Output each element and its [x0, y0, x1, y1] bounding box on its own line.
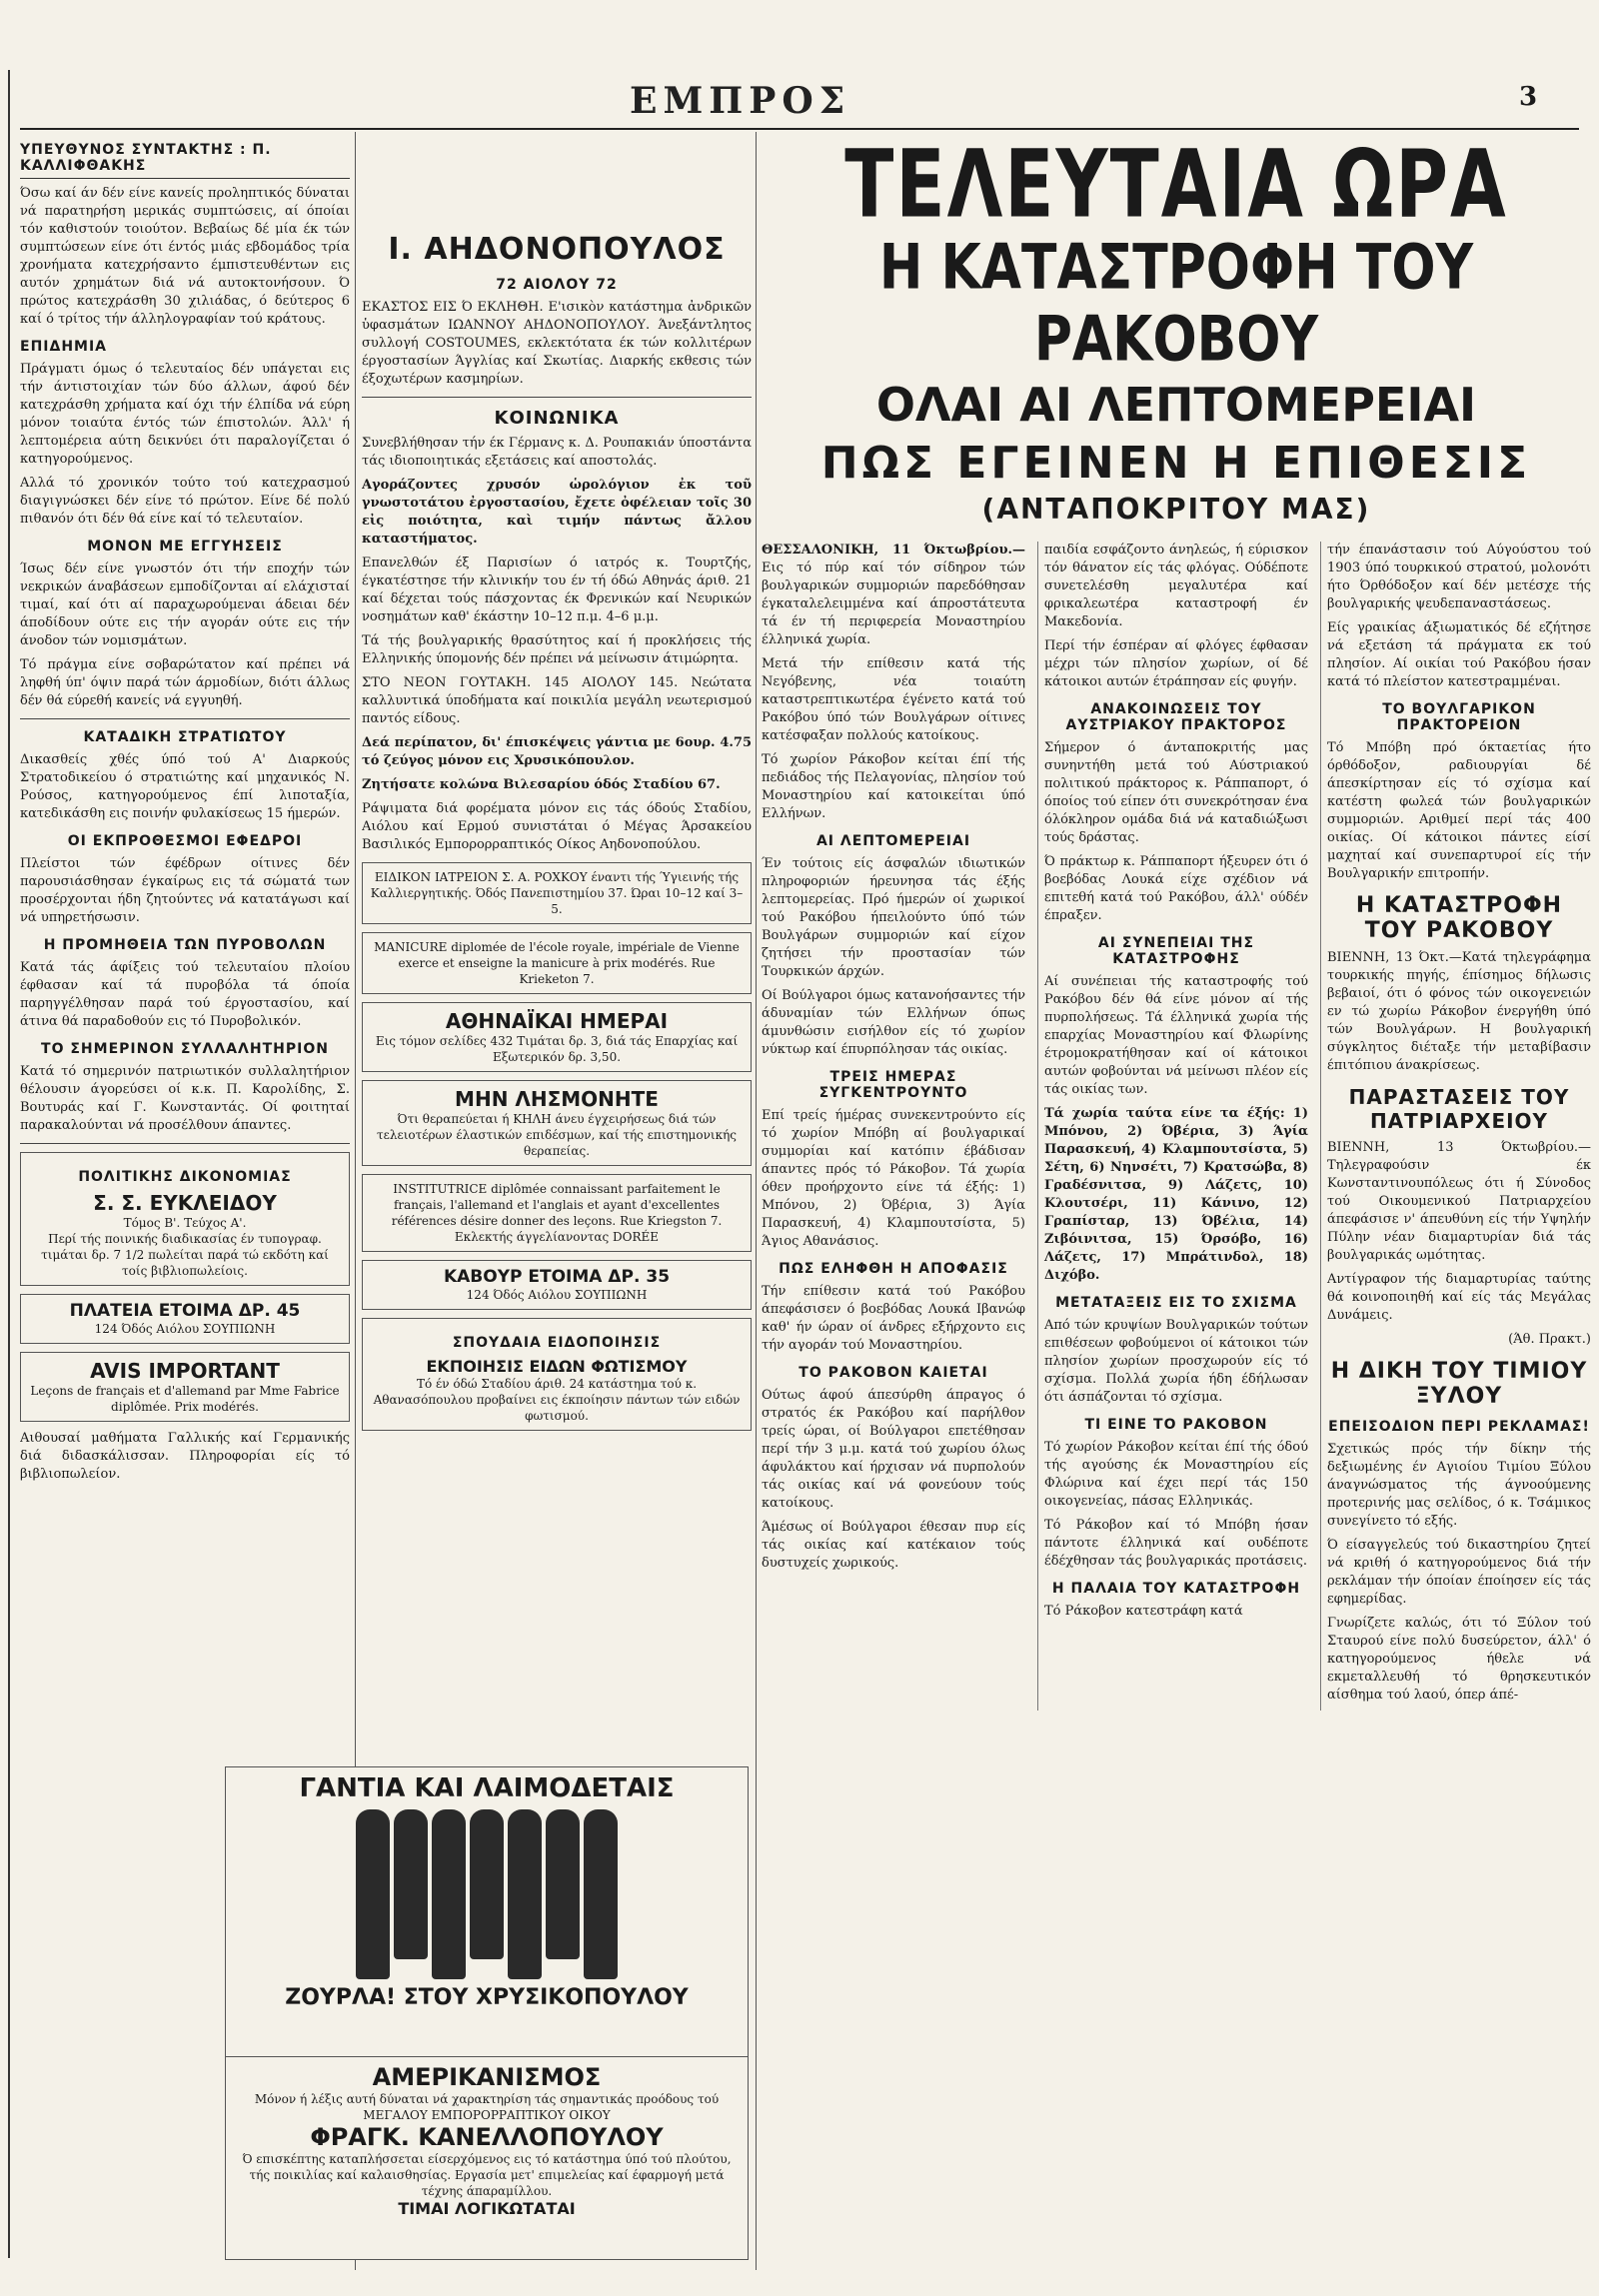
ad-text: Ότι θεραπεύεται ή ΚΗΛΗ άνευ έγχειρήσεως διά τών τελειοτέρων έλαστικών επιδέσμων, καί τής επιστημονικής θεραπείας.	[377, 1112, 737, 1158]
ad-text: Εις τόμον σελίδες 432 Τιμάται δρ. 3, διά τάς Επαρχίας καί Εξωτερικόν δρ. 3,50.	[375, 1034, 739, 1064]
paragraph: Τά τής βουλγαρικής θρασύτητος καί ή προκλήσεις τής Ελληνικής ύπομονής δέν πρέπει νά μείνωσιν άτιμώρητα.	[362, 633, 752, 666]
page-number: 3	[1519, 82, 1538, 112]
advertisement	[362, 1002, 752, 1072]
paragraph: Ζητήσατε κολώνα Βιλεσαρίου όδός Σταδίου 67.	[362, 777, 721, 792]
section-heading: ΤΟ ΡΑΚΟΒΟΝ ΚΑΙΕΤΑΙ	[799, 1365, 988, 1381]
gloves-illustration	[232, 1809, 742, 1979]
advertisement	[362, 1318, 752, 1431]
ad-footer: ΤΙΜΑΙ ΛΟΓΙΚΩΤΑΤΑΙ	[398, 2199, 576, 2218]
paragraph: ΒΙΕΝΝΗ, 13 Όκτ.—Κατά τηλεγράφημα τουρκικής πηγής, έπίσημος δήλωσις βεβαιοί, ότι ό φόνος τών οικογενειών εν τώ χωρίω Ράκοβον ένεργήθη ύπό τών Βουλγάρων. Η βουλγαρική σύγκλητος διέταξε τήν μεταβίβασιν έπιτόπιου άνακρίσεως.	[1327, 950, 1591, 1073]
paragraph: Ούτως άφού άπεσύρθη άπραγος ό στρατός έκ Ρακόβου καί παρήλθον τρείς ώραι, οί Βούλγαροι επετέθησαν περί τήν 3 μ.μ. κατά τού χωρίου όλως άφυλάκτου καί ήρχισαν νά πυρπολούν τάς οικίας καί νά φονεύουν τούς κατοίκους.	[762, 1388, 1025, 1511]
column-divider	[756, 132, 757, 2270]
paragraph: Τό χωρίον Ράκοβον κείται έπί τής όδού τής αγούσης έκ Μοναστηρίου είς Φλώρινα καί έχει περί τάς 150 οικογενείας, πάσας Ελληνικάς.	[1044, 1440, 1308, 1509]
section-heading: ΤΙ ΕΙΝΕ ΤΟ ΡΑΚΟΒΟΝ	[1084, 1417, 1268, 1433]
section-heading: ΜΕΤΑΤΑΞΕΙΣ ΕΙΣ ΤΟ ΣΧΙΣΜΑ	[1055, 1295, 1297, 1311]
headline-2: Η ΚΑΤΑΣΤΡΟΦΗ ΤΟΥ ΡΑΚΟΒΟΥ	[878, 232, 1474, 376]
advertisement	[20, 1352, 350, 1422]
paragraph: Πράγματι όμως ό τελευταίος δέν υπάγεται εις τήν άντιστοιχίαν τών δύο άλλων, άφού δέν κατεχράσθη χρήματα καί όχι τήν έλπίδα νά εύρη μόνον τοιαύτα έντός τών έπιστολών. Άλλ' ή λεπτομέρεια αύτη δεικνύει ότι παραλογίζεται ό κατηγορούμενος.	[20, 362, 350, 467]
article-columns	[762, 542, 1591, 1711]
paragraph: Αντίγραφον τής διαμαρτυρίας ταύτης θά κοινοποιηθή καί είς τάς Μεγάλας Δυνάμεις.	[1327, 1272, 1591, 1323]
ad-heading: ΠΛΑΤΕΙΑ ΕΤΟΙΜΑ ΔΡ. 45	[69, 1301, 301, 1321]
ad-name: Ι. ΑΗΔΟΝΟΠΟΥΛΟΣ	[388, 232, 726, 267]
ad-heading: ΑΜΕΡΙΚΑΝΙΣΜΟΣ	[372, 2063, 602, 2091]
advertisement	[362, 862, 752, 924]
byline: ΥΠΕΥΘΥΝΟΣ ΣΥΝΤΑΚΤΗΣ : Π. ΚΑΛΛΙΦΘΑΚΗΣ	[20, 142, 350, 179]
paragraph: Από τών κρυψίων Βουλγαρικών τούτων επιθέσεων φοβούμενοι οί κάτοικοι τών πλησίον χωρίων προσχωρούν είς τό σχίσμα. Πολλά χωρία ήδη έδήλωσαν ότι άσπάζονται τό σχίσμα.	[1044, 1318, 1308, 1405]
article-column	[762, 542, 1025, 1711]
paragraph: Τό Ράκοβον καί τό Μπόβη ήσαν πάντοτε έλληνικά καί ουδέποτε έδέχθησαν τάς βουλγαρικάς προτάσεις.	[1044, 1518, 1308, 1569]
ad-subheading: ΖΟΥΡΛΑ! ΣΤΟΥ ΧΡΥΣΙΚΟΠΟΥΛΟΥ	[285, 1985, 689, 2010]
paragraph: Γνωρίζετε καλώς, ότι τό Ξύλον τού Σταυρού είνε πολύ δυσεύρετον, άλλ' ό κατηγορούμενος ήθελε νά εκμεταλλευθή τό θρησκευτικόν αίσθημα τού λαού, όπερ άπέ-	[1327, 1616, 1591, 1703]
paragraph: Πλείστοι τών έφέδρων οίτινες δέν παρουσιάσθησαν έγκαίρως εις τά σώματά των προσέρχονται ήδη ζητούντες νά κατατάγωσι καί νά υπηρετήσωσιν.	[20, 856, 350, 925]
section-heading: ΠΩΣ ΕΛΗΦΘΗ Η ΑΠΟΦΑΣΙΣ	[779, 1261, 1008, 1277]
paragraph: Δεά περίπατον, δι' έπισκέψεις γάντια με 6ουρ. 4.75 τό ζεύγος μόνον εις Χρυσικόπουλον.	[362, 735, 752, 768]
ad-heading: ΑΘΗΝΑΪΚΑΙ ΗΜΕΡΑΙ	[445, 1009, 669, 1033]
glove-icon	[508, 1809, 542, 1979]
ad-address: 124 Όδός Αιόλου ΣΟΥΠΙΩΝΗ	[466, 1288, 648, 1302]
section-heading: Η ΠΡΟΜΗΘΕΙΑ ΤΩΝ ΠΥΡΟΒΟΛΩΝ	[43, 937, 327, 953]
section-heading: Η ΚΑΤΑΣΤΡΟΦΗ ΤΟΥ ΡΑΚΟΒΟΥ	[1355, 893, 1563, 943]
advertisement	[20, 1152, 350, 1286]
glove-icon	[356, 1809, 390, 1979]
paragraph: Αγοράζοντες χρυσόν ὡρολόγιον ἐκ τοῦ γνωστοτάτου ἐργοστασίου, ἔχετε ὀφέλειαν τοῖς 30 εἰς ποιότητα, καὶ τιμήν πάντως ἄλλου καταστήματος.	[362, 478, 752, 547]
section-heading: Η ΠΑΛΑΙΑ ΤΟΥ ΚΑΤΑΣΤΡΟΦΗ	[1051, 1581, 1301, 1597]
glove-icon	[394, 1809, 428, 1959]
paragraph: Τό Μπόβη πρό όκταετίας ήτο όρθόδοξον, ραδιουργίαι δέ άπεσκίρτησαν είς τό σχίσμα καί κατέστη φωλεά τών βουλγαρικών συμμοριών. Αριθμεί περί τάς 400 οικίας. Οί κάτοικοι πάντες είσί μαχηταί καί συνεπαρτυροί είς τήν Βουλγαρικήν επιτροπήν.	[1327, 740, 1591, 881]
headline-3: ΟΛΑΙ ΑΙ ΛΕΠΤΟΜΕΡΕΙΑΙ	[875, 378, 1477, 432]
section-label: ΕΠΙΔΗΜΙΑ	[20, 339, 108, 355]
paragraph: Κατά τό σημερινόν πατριωτικόν συλλαλητήριον θέλουσιν άγορεύσει οί κ.κ. Π. Καρολίδης, Σ. Βουτυράς καί Γ. Κωνσταντάς. Οί φοιτηταί παρακαλούνται νά προσέλθουν άπαντες.	[20, 1064, 350, 1133]
ad-address: 72 ΑΙΟΛΟΥ 72	[496, 277, 618, 293]
paragraph: Όσω καί άν δέν είνε κανείς προληπτικός δύναται νά παρατηρήση μερικάς συμπτώσεις, αί όποίαι τόν καθιστούν τοιούτον. Βεβαίως δέ μία έκ τών συμπτώσεων είνε ότι έντός μιάς εβδομάδος τρία χρονήματα κατεχρήσαντο έμπιστευθέντων εις αυτόν χρημάτων διά νά αυτοκτονήσουν. Ό πρώτος κατεχράσθη 30 χιλιάδας, ό δεύτερος 6 καί ό τρίτος τήν άλληλογραφίαν τού κράτους.	[20, 186, 350, 327]
paragraph: Αλλά τό χρονικόν τούτο τού κατεχρασμού διαγιγνώσκει δέν είνε τό πρώτον. Είνε δέ πολύ πιθανόν ότι δέν θά είνε καί τό τελευταίον.	[20, 476, 350, 527]
ad-text: MANICURE diplomée de l'école royale, impériale de Vienne exerce et enseigne la manicure à prix modérés. Rue Krieketon 7.	[374, 940, 740, 986]
masthead: ΕΜΠΡΟΣ	[630, 80, 851, 122]
section-heading: ΑΝΑΚΟΙΝΩΣΕΙΣ ΤΟΥ ΑΥΣΤΡΙΑΚΟΥ ΠΡΑΚΤΟΡΟΣ	[1065, 701, 1287, 733]
section-heading: ΠΑΡΑΣΤΑΣΕΙΣ ΤΟΥ ΠΑΤΡΙΑΡΧΕΙΟΥ	[1348, 1085, 1570, 1133]
advertisement	[362, 1080, 752, 1166]
ad-text: ΕΚΑΣΤΟΣ ΕΙΣ Ό ΕΚΛΗΘΗ. Ε'ισικὸν κατάστημα ἀνδρικῶν ὑφασμάτων ΙΩΑΝΝΟΥ ΑΗΔΟΝΟΠΟΥΛΟΥ. Άνεξάντλητος συλλογή COSTOUMES, εκλεκτότατα έκ τών κολλιτέρων έργοστασίων Άγγλίας καί Σκωτίας. Διαρκής εκθεσις τών έξοχωτέρων κασμηρίων.	[362, 300, 752, 387]
ad-text: Leçons de français et d'allemand par Mme Fabrice diplômée. Prix modérés.	[30, 1384, 340, 1414]
tailor-advertisement	[225, 2056, 749, 2260]
ad-text: Τό έν όδώ Σταδίου άριθ. 24 κατάστημα τού κ. Αθανασόπουλου προβαίνει εις έκποίησιν πάντων τών ειδών φωτισμού.	[373, 1377, 741, 1423]
ad-text: Περί τής ποινικής διαδικασίας έν τυπογραφ. τιμάται δρ. 7 1/2 πωλείται παρά τώ εκδότη καί τοίς βιβλιοπωλείοις.	[41, 1232, 329, 1278]
paragraph: Κατά τάς άφίξεις τού τελευταίου πλοίου έφθασαν καί τά πυροβόλα τά όποία παρηγγέλθησαν παρά τού έργοστασίου, καί άτινα θά παραδοθούν εις τό Πυροβολικόν.	[20, 960, 350, 1029]
section-heading: ΟΙ ΕΚΠΡΟΘΕΣΜΟΙ ΕΦΕΔΡΟΙ	[67, 833, 303, 849]
paragraph: Τό πράγμα είνε σοβαρώτατον καί πρέπει νά ληφθή ύπ' όψιν παρά τών άρμοδίων, διότι άλλως δέν θά εύρεθή κανείς νά εγγυηθή.	[20, 657, 350, 708]
ad-heading: ΠΟΛΙΤΙΚΗΣ ΔΙΚΟΝΟΜΙΑΣ	[78, 1169, 292, 1185]
ad-text: Μόνον ή λέξις αυτή δύναται νά χαρακτηρίση τάς σημαντικάς προόδους τού ΜΕΓΑΛΟΥ ΕΜΠΟΡΟΡΡΑΠΤΙΚΟΥ ΟΙΚΟΥ	[254, 2092, 720, 2122]
divider	[362, 397, 752, 398]
paragraph: Είς γραικίας άξιωματικός δέ εζήτησε νά εξετάση τά πράγματα εκ τού πλησίον. Αί οικίαι τού Ρακόβου ήσαν κατά τό πλείστον κατεστραμμέναι.	[1327, 620, 1591, 689]
glove-icon	[432, 1809, 466, 1979]
paragraph: Συνεβλήθησαν τήν έκ Γέρμανς κ. Δ. Ρουπακιάν ύποστάντα τάς ιδιοποιητικάς εξετάσεις καί αποστολάς.	[362, 436, 752, 469]
advertisement	[362, 932, 752, 994]
signoff: (Άθ. Πρακτ.)	[1508, 1332, 1591, 1347]
advertisement	[362, 1260, 752, 1310]
ad-heading: ΣΠΟΥΔΑΙΑ ΕΙΔΟΠΟΙΗΣΙΣ	[452, 1335, 662, 1351]
paragraph: Τά χωρία ταύτα είνε τα έξής: 1) Μπόνου, 2) Όβέρια, 3) Άγία Παρασκευή, 4) Κλαμπουτσίστα, 5) Σέτη, 6) Νηνσέτι, 7) Κρατσώβα, 8) Γραδέσνιτσα, 9) Λάζετς, 10) Κλουτσέρι, 11) Κάνινο, 12) Γραπίσταρ, 13) Όβέλια, 14) Ζιβόινιτσα, 15) Όρσόβο, 16) Λάζετς, 17) Μπράτινδολ, 18) Διχόβο.	[1044, 1106, 1308, 1283]
divider	[20, 718, 350, 719]
paragraph: Ό πράκτωρ κ. Ράππαπορτ ήξευρεν ότι ό βοεβόδας Λουκά είχε σχέδιον νά επιτεθή κατά τού Ρακόβου, άλλ' ούδέν έπραξεν.	[1044, 854, 1308, 923]
paragraph: Επανελθών έξ Παρισίων ό ιατρός κ. Τουρτζής, έγκατέστησε τήν κλινικήν του έν τή όδώ Αθηνάς άριθ. 21 καί δέχεται τούς πάσχοντας έκ Φρενικών καί Νευρικών νοσημάτων καθ' έκάστην 10–12 π.μ. 4–6 μ.μ.	[362, 556, 752, 624]
paragraph: Εις τό πύρ καί τόν σίδηρον τών βουλγαρικών συμμοριών παρεδόθησαν έγκαταλελειμμένα καί άπροστάτευτα τά έν τή περιφερεία Μοναστηρίου έλληνικά χωρία.	[762, 561, 1025, 647]
ad-volume: Τόμος Β'. Τεύχος Α'.	[123, 1216, 247, 1230]
ad-text: INSTITUTRICE diplômée connaissant parfaitement le français, l'allemand et l'anglais et ayant d'excellentes références désire donner des leçons. Rue Kriegston 7.	[391, 1182, 723, 1228]
paragraph: Ίσως δέν είνε γνωστόν ότι τήν εποχήν τών νεκρικών άναβάσεων εμποδίζονται αί ελάχισταί τιμαί, καί ότι αί παραχωρούμεναι άδειαι δέν άποδίδουν ούτε εις τήν αγοράν ούτε εις τήν άνοδον τών νομισμάτων.	[20, 562, 350, 648]
paragraph: παιδία εσφάζοντο άνηλεώς, ή εύρισκον τόν θάνατον είς τάς φλόγας. Ούδέποτε συνετελέσθη μεγαλυτέρα καί φρικαλεωτέρα καταστροφή έν Μακεδονία.	[1044, 543, 1308, 629]
section-heading: ΑΙ ΣΥΝΕΠΕΙΑΙ ΤΗΣ ΚΑΤΑΣΤΡΟΦΗΣ	[1097, 935, 1255, 967]
ad-heading: ΓΑΝΤΙΑ ΚΑΙ ΛΑΙΜΟΔΕΤΑΙΣ	[299, 1773, 675, 1803]
paragraph: Σχετικώς πρός τήν δίκην τής δεξιωμένης έν Αγιοίου Τιμίου Ξύλου άναγνώσματος τής άγνοούμενης προτερινής μας σελίδος, ό κ. Τσάμικος συνεγίνετο τό εξής.	[1327, 1442, 1591, 1529]
headline-4: ΠΩΣ ΕΓΕΙΝΕΝ Η ΕΠΙΘΕΣΙΣ	[820, 438, 1532, 489]
glove-icon	[546, 1809, 580, 1959]
advertisement	[362, 1174, 752, 1252]
paragraph: τήν έπανάστασιν τού Αύγούστου τού 1903 ύπό τουρκικού στρατού, μολονότι ήτο Όρθόδοξον καί δέν μετέσχε τής βουλγαρικής ψευδεπαναστάσεως.	[1327, 543, 1591, 611]
divider	[20, 1143, 350, 1144]
section-heading: ΜΟΝΟΝ ΜΕ ΕΓΓΥΗΣΕΙΣ	[87, 539, 283, 555]
paragraph: Αιθουσαί μαθήματα Γαλλικής καί Γερμανικής διά διδασκάλισσαν. Πληροφορίαι είς τό βιβλιοπωλείον.	[20, 1431, 350, 1482]
section-heading: ΤΟ ΒΟΥΛΓΑΡΙΚΟΝ ΠΡΑΚΤΟΡΕΙΟΝ	[1382, 701, 1536, 733]
paragraph: Έν τούτοις είς άσφαλών ιδιωτικών πληροφοριών ήρευνησα τάς έξής λεπτομερείας. Πρό ήμερών οί χωρικοί τού Ρακόβου ήπειλούντο ύπό τών Βουλγάρων συμμοριών καί είχον ζητήσει τήν προστασίαν τών Τουρκικών άρχών.	[762, 856, 1025, 979]
paragraph: Ό είσαγγελεύς τού δικαστηρίου ζητεί νά κριθή ό κατηγορούμενος διά τήν ρεκλάμαν τήν όποίαν έποίησεν είς τάς εφημερίδας.	[1327, 1538, 1591, 1607]
column-right	[762, 132, 1591, 2270]
ad-text: Ό επισκέπτης καταπλήσσεται είσερχόμενος εις τό κατάστημα ύπό τού πλούτου, τής ποικιλίας καί καλαισθησίας. Εργασία μετ' επιμελείας καί έφαρμογή μετά τέχνης άπαραμίλλου.	[242, 2152, 732, 2198]
gloves-advertisement	[225, 1766, 749, 2060]
advertisement	[20, 1294, 350, 1344]
paragraph: Τό Ράκοβον κατεστράφη κατά	[1044, 1604, 1243, 1619]
header-rule	[20, 128, 1579, 130]
paragraph: Μετά τήν επίθεσιν κατά τής Νεγόβενης, νέα τοιαύτη καταστρεπτικωτέρα έγένετο κατά τού Ρακόβου ύπό τών Βουλγάρων οίτινες κατέσφαξαν πολλούς κατοίκους.	[762, 656, 1025, 743]
glove-icon	[584, 1809, 618, 1979]
paragraph: Άμέσως οί Βούλγαροι έθεσαν πυρ είς τάς οικίας καί κατέκαιον τούς δυστυχείς χωρικούς.	[762, 1520, 1025, 1571]
section-subheading: ΕΠΕΙΣΟΔΙΟΝ ΠΕΡΙ ΡΕΚΛΑΜΑΣ!	[1328, 1419, 1590, 1435]
paragraph: ΣΤΟ ΝΕΟΝ ΓΟΥΤΑΚΗ. 145 ΑΙΟΛΟΥ 145. Νεώτατα καλλυντικά ύποδήματα καί ποικιλία μεγάλη νεωτερισμού παντός είδους.	[362, 675, 752, 726]
paragraph: Σήμερον ό άνταποκριτής μας συνηντήθη μετά τού Αύστριακού πολιτικού πράκτορος κ. Ράππαπορτ, ό όποίος τού είπεν ότι συνεκρότησαν ένα όλόκληρον ομάδα διά νά καταδιώξωσι τούς δράστας.	[1044, 740, 1308, 845]
section-heading: ΚΟΙΝΩΝΙΚΑ	[494, 408, 620, 429]
ad-heading: ΜΗΝ ΛΗΣΜΟΝΗΤΕ	[455, 1087, 659, 1111]
headline-5: (ΑΝΤΑΠΟΚΡΙΤΟΥ ΜΑΣ)	[981, 493, 1371, 526]
paragraph: Αί συνέπειαι τής καταστροφής τού Ρακόβου δέν θά είνε μόνον αί τής πυρπολήσεως. Τά έλληνικά χωρία τής επαρχίας Μοναστηρίου καί Φλωρίνης έτρομοκρατήθησαν καί οί κάτοικοι αυτών φοβούνται νά μείνωσι πλέον είς τάς οικίας των.	[1044, 974, 1308, 1097]
article-column	[1037, 542, 1308, 1711]
section-heading: Η ΔΙΚΗ ΤΟΥ ΤΙΜΙΟΥ ΞΥΛΟΥ	[1330, 1359, 1588, 1409]
ad-author: Σ. Σ. ΕΥΚΛΕΙΔΟΥ	[93, 1191, 277, 1215]
article-column	[1320, 542, 1591, 1711]
paragraph: Ράψιματα διά φορέματα μόνον εις τάς όδούς Σταδίου, Αιόλου καί Ερμού συνιστάται ό Μέγας Άρσακείου Βασιλικός Εμπορορραπτικός Οίκος Αηδονοπούλου.	[362, 801, 752, 852]
ad-heading: AVIS IMPORTANT	[90, 1359, 280, 1383]
section-heading: ΑΙ ΛΕΠΤΟΜΕΡΕΙΑΙ	[815, 833, 971, 849]
paragraph: Οί Βούλγαροι όμως κατανοήσαντες τήν άδυναμίαν τών Ελλήνων όπως άμυνθώσιν εισήλθον είς τό χωρίον νύκτωρ καί έπυρπόλησαν τάς οικίας.	[762, 988, 1025, 1057]
margin-rule	[8, 70, 10, 2258]
paragraph: Τό χωρίον Ράκοβον κείται έπί τής πεδιάδος τής Πελαγονίας, πλησίον τού Μοναστηρίου καί κατοικείται ύπό Ελλήνων.	[762, 752, 1025, 821]
paragraph: ΒΙΕΝΝΗ, 13 Όκτωβρίου.—Τηλεγραφούσιν έκ Κωνσταντινουπόλεως ότι ή Σύνοδος τού Οικουμενικού Πατριαρχείου άπεφάσισε ν' άπευθύνη είς τήν Υψηλήν Πύλην νέαν διαμαρτυρίαν διά τάς βουλγαρικάς ωμότητας.	[1327, 1140, 1591, 1263]
paragraph: Επί τρείς ήμέρας συνεκεντρούντο είς τό χωρίον Μπόβη αί βουλγαρικαί συμμορίαι καί κατόπιν έβάδισαν άπαντες πρός τό Ράκοβον. Τά χωρία όθεν προήρχοντο είνε τά έξής: 1) Μπόνου, 2) Όβέρια, 3) Άγία Παρασκευή, 4) Κλαμπουτσίστα, 5) Άγιος Αθανάσιος.	[762, 1108, 1025, 1249]
section-heading: ΤΡΕΙΣ ΗΜΕΡΑΣ ΣΥΓΚΕΝΤΡΟΥΝΤΟ	[818, 1069, 968, 1101]
ad-address: 124 Όδός Αιόλου ΣΟΥΠΙΩΝΗ	[94, 1322, 276, 1336]
ad-heading: ΕΚΠΟΙΗΣΙΣ ΕΙΔΩΝ ΦΩΤΙΣΜΟΥ	[426, 1357, 688, 1376]
paragraph: Δικασθείς χθές ύπό τού Α' Διαρκούς Στρατοδικείου ό στρατιώτης καί μηχανικός Ν. Ρούσος, κατηγορούμενος έπί λιποταξία, κατεδικάσθη εις ποινήν φυλακίσεως 15 ήμερών.	[20, 752, 350, 821]
ad-heading: ΚΑΒΟΥΡ ΕΤΟΙΜΑ ΔΡ. 35	[443, 1267, 671, 1287]
dateline: ΘΕΣΣΑΛΟΝΙΚΗ, 11 Όκτωβρίου.—	[762, 543, 1025, 558]
main-headline: ΤΕΛΕΥΤΑΙΑ ΩΡΑ	[844, 132, 1508, 239]
paragraph: Τήν επίθεσιν κατά τού Ρακόβου άπεφάσισεν ό βοεβόδας Λουκά Ιβανώφ καθ' ήν ώραν οί άνδρες εξήρχοντο εις τήν αγοράν τού Μοναστηρίου.	[762, 1284, 1025, 1353]
section-heading: ΤΟ ΣΗΜΕΡΙΝΟΝ ΣΥΛΛΑΛΗΤΗΡΙΟΝ	[41, 1041, 329, 1057]
ad-text: ΕΙΔΙΚΟΝ ΙΑΤΡΕΙΟΝ Σ. Α. ΡΟΧΚΟΥ έναντι τής Ύγιεινής τής Καλλιεργητικής. Όδός Πανεπιστημίου 37. Ώραι 10–12 καί 3–5.	[370, 870, 744, 916]
ad-text: Εκλεκτής άγγελίανοντας DORÉE	[454, 1230, 660, 1244]
paragraph: Περί τήν έσπέραν αί φλόγες έφθασαν μέχρι τών πλησίον χωρίων, οί δέ κάτοικοι αυτών έτράπησαν είς φυγήν.	[1044, 638, 1308, 689]
ad-heading: ΦΡΑΓΚ. ΚΑΝΕΛΛΟΠΟΥΛΟΥ	[310, 2123, 664, 2151]
glove-icon	[470, 1809, 504, 1959]
section-heading: ΚΑΤΑΔΙΚΗ ΣΤΡΑΤΙΩΤΟΥ	[83, 729, 287, 745]
